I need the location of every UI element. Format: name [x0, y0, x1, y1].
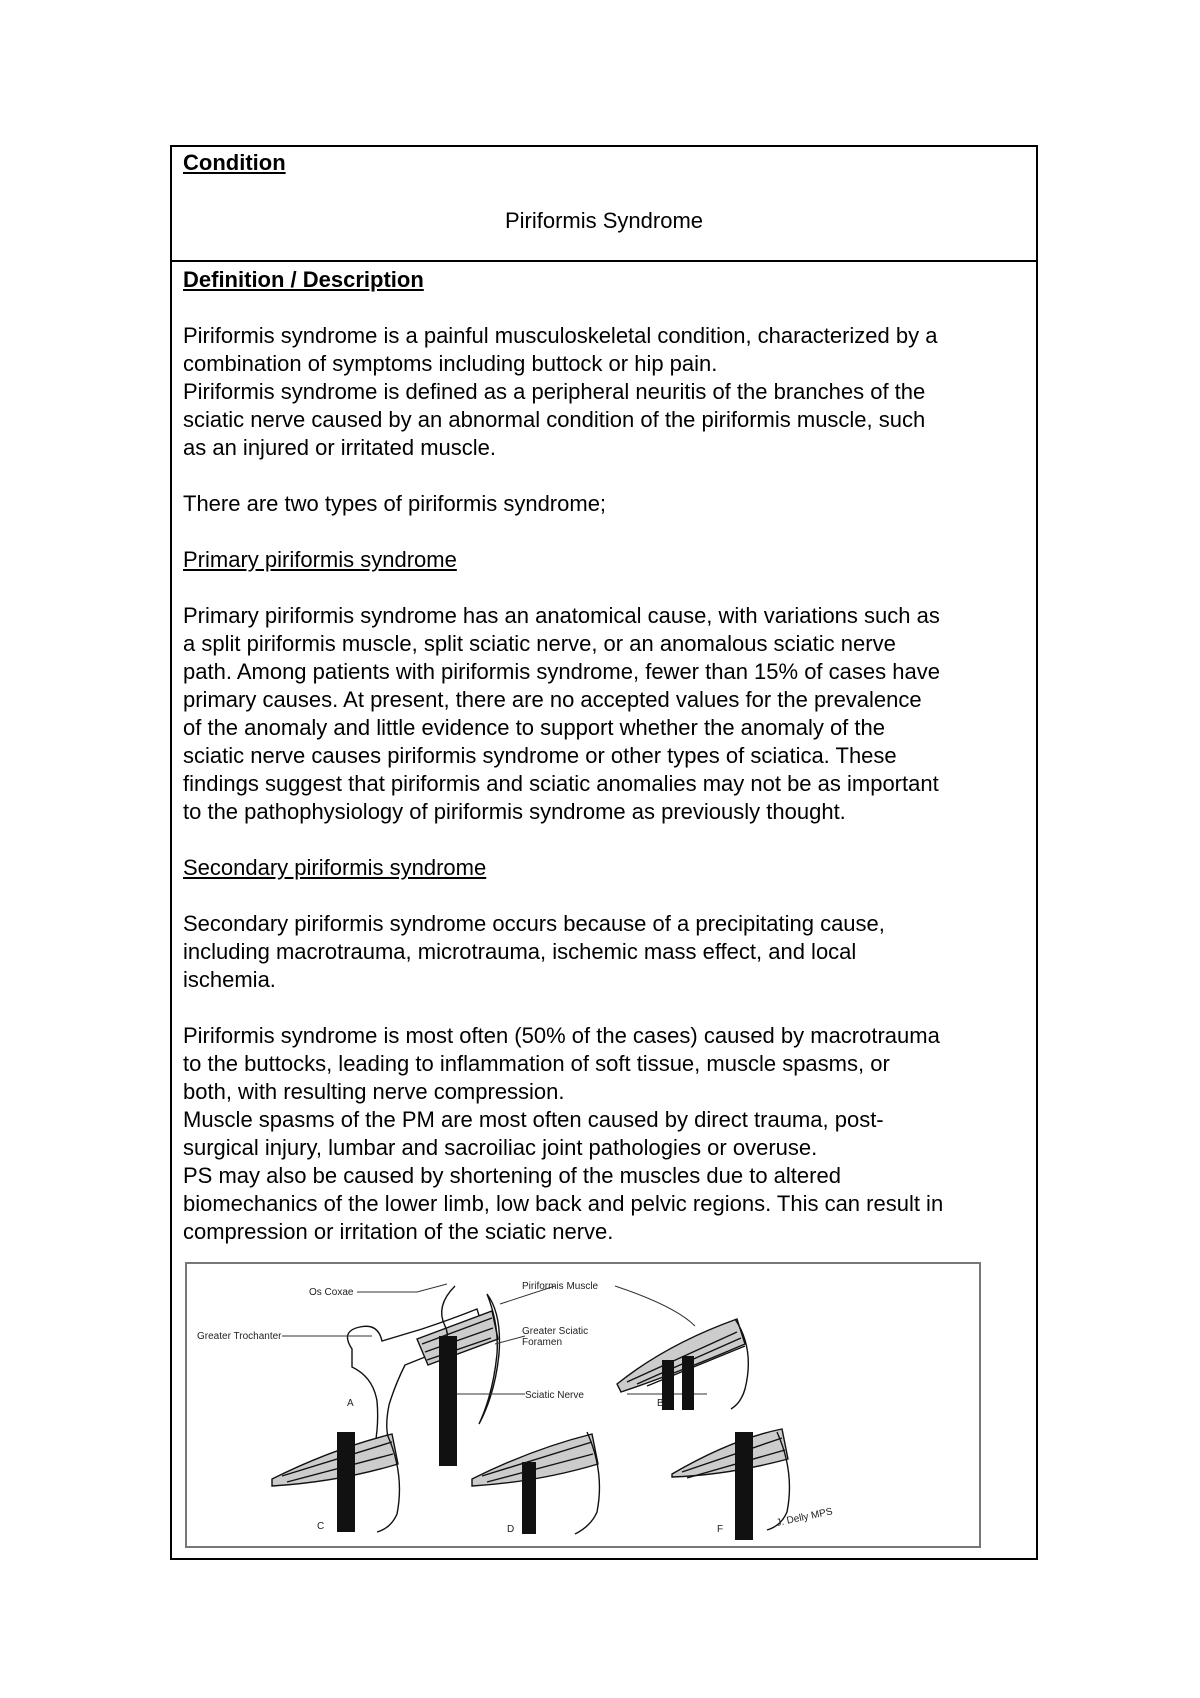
panel-a-drawing [348, 1286, 500, 1447]
condition-cell [172, 149, 1036, 262]
label-piriformis-muscle: Piriformis Muscle [522, 1281, 599, 1292]
primary-line: a split piriformis muscle, split sciatic nerve, or an anomalous sciatic nerve [183, 631, 896, 656]
secondary-line: Secondary piriformis syndrome occurs because of a precipitating cause, [183, 911, 885, 936]
label-foramen: Foramen [522, 1337, 563, 1348]
primary-line: Primary piriformis syndrome has an anatomical cause, with variations such as [183, 603, 940, 628]
cause-line: Piriformis syndrome is most often (50% of the cases) caused by macrotrauma [183, 1023, 940, 1048]
primary-line: sciatic nerve causes piriformis syndrome or other types of sciatica. These [183, 743, 897, 768]
panel-c-nerve [337, 1432, 355, 1532]
anatomy-figure [185, 1262, 981, 1548]
panel-f-drawing [672, 1429, 789, 1530]
label-greater-trochanter: Greater Trochanter [197, 1331, 282, 1342]
signature: J. Delly MPS [775, 1506, 834, 1529]
panel-c-drawing [272, 1434, 399, 1532]
cause-line: PS may also be caused by shortening of the muscles due to altered [183, 1163, 841, 1188]
primary-line: of the anomaly and little evidence to support whether the anomaly of the [183, 715, 885, 740]
paragraph-line: sciatic nerve caused by an abnormal condition of the piriformis muscle, such [183, 407, 926, 432]
label-panel-d: D [507, 1524, 515, 1535]
primary-line: findings suggest that piriformis and sciatic anomalies may not be as important [183, 771, 939, 796]
cause-line: both, with resulting nerve compression. [183, 1079, 565, 1104]
panel-f-nerve [735, 1432, 753, 1540]
label-panel-f: F [717, 1524, 724, 1535]
paragraph-line: Piriformis syndrome is a painful musculoskeletal condition, characterized by a [183, 323, 938, 348]
cause-line: Muscle spasms of the PM are most often caused by direct trauma, post- [183, 1107, 884, 1132]
paragraph-line: Piriformis syndrome is defined as a peripheral neuritis of the branches of the [183, 379, 926, 404]
primary-heading: Primary piriformis syndrome [183, 547, 457, 572]
primary-line: to the pathophysiology of piriformis syndrome as previously thought. [183, 799, 846, 824]
panel-b-nerve-2 [682, 1356, 694, 1410]
condition-table [170, 145, 1038, 1560]
condition-value: Piriformis Syndrome [504, 208, 704, 233]
cause-line: to the buttocks, leading to inflammation of soft tissue, muscle spasms, or [183, 1051, 890, 1076]
secondary-line: including macrotrauma, microtrauma, ischemic mass effect, and local [183, 939, 857, 964]
label-panel-c: C [317, 1521, 325, 1532]
panel-b-nerve-1 [662, 1360, 674, 1410]
panel-a-nerve [439, 1336, 457, 1466]
cause-line: compression or irritation of the sciatic nerve. [183, 1219, 614, 1244]
secondary-line: ischemia. [183, 967, 276, 992]
secondary-heading: Secondary piriformis syndrome [183, 855, 487, 880]
paragraph-line: as an injured or irritated muscle. [183, 435, 497, 460]
label-panel-b: B [657, 1398, 664, 1409]
types-intro: There are two types of piriformis syndrome; [183, 491, 607, 516]
primary-line: path. Among patients with piriformis syndrome, fewer than 15% of cases have [183, 659, 940, 684]
definition-cell [172, 262, 1036, 1558]
definition-heading: Definition / Description [183, 267, 424, 292]
cause-line: surgical injury, lumbar and sacroiliac joint pathologies or overuse. [183, 1135, 818, 1160]
condition-heading: Condition [183, 150, 286, 175]
label-os-coxae: Os Coxae [309, 1287, 354, 1298]
paragraph-line: combination of symptoms including buttock or hip pain. [183, 351, 718, 376]
primary-line: primary causes. At present, there are no accepted values for the prevalence [183, 687, 922, 712]
label-panel-a: A [347, 1398, 354, 1409]
label-greater-sciatic: Greater Sciatic [522, 1326, 589, 1337]
cause-line: biomechanics of the lower limb, low back and pelvic regions. This can result in [183, 1191, 944, 1216]
label-sciatic-nerve: Sciatic Nerve [525, 1390, 584, 1401]
panel-d-nerve [522, 1462, 536, 1534]
anatomy-illustration [187, 1264, 979, 1546]
